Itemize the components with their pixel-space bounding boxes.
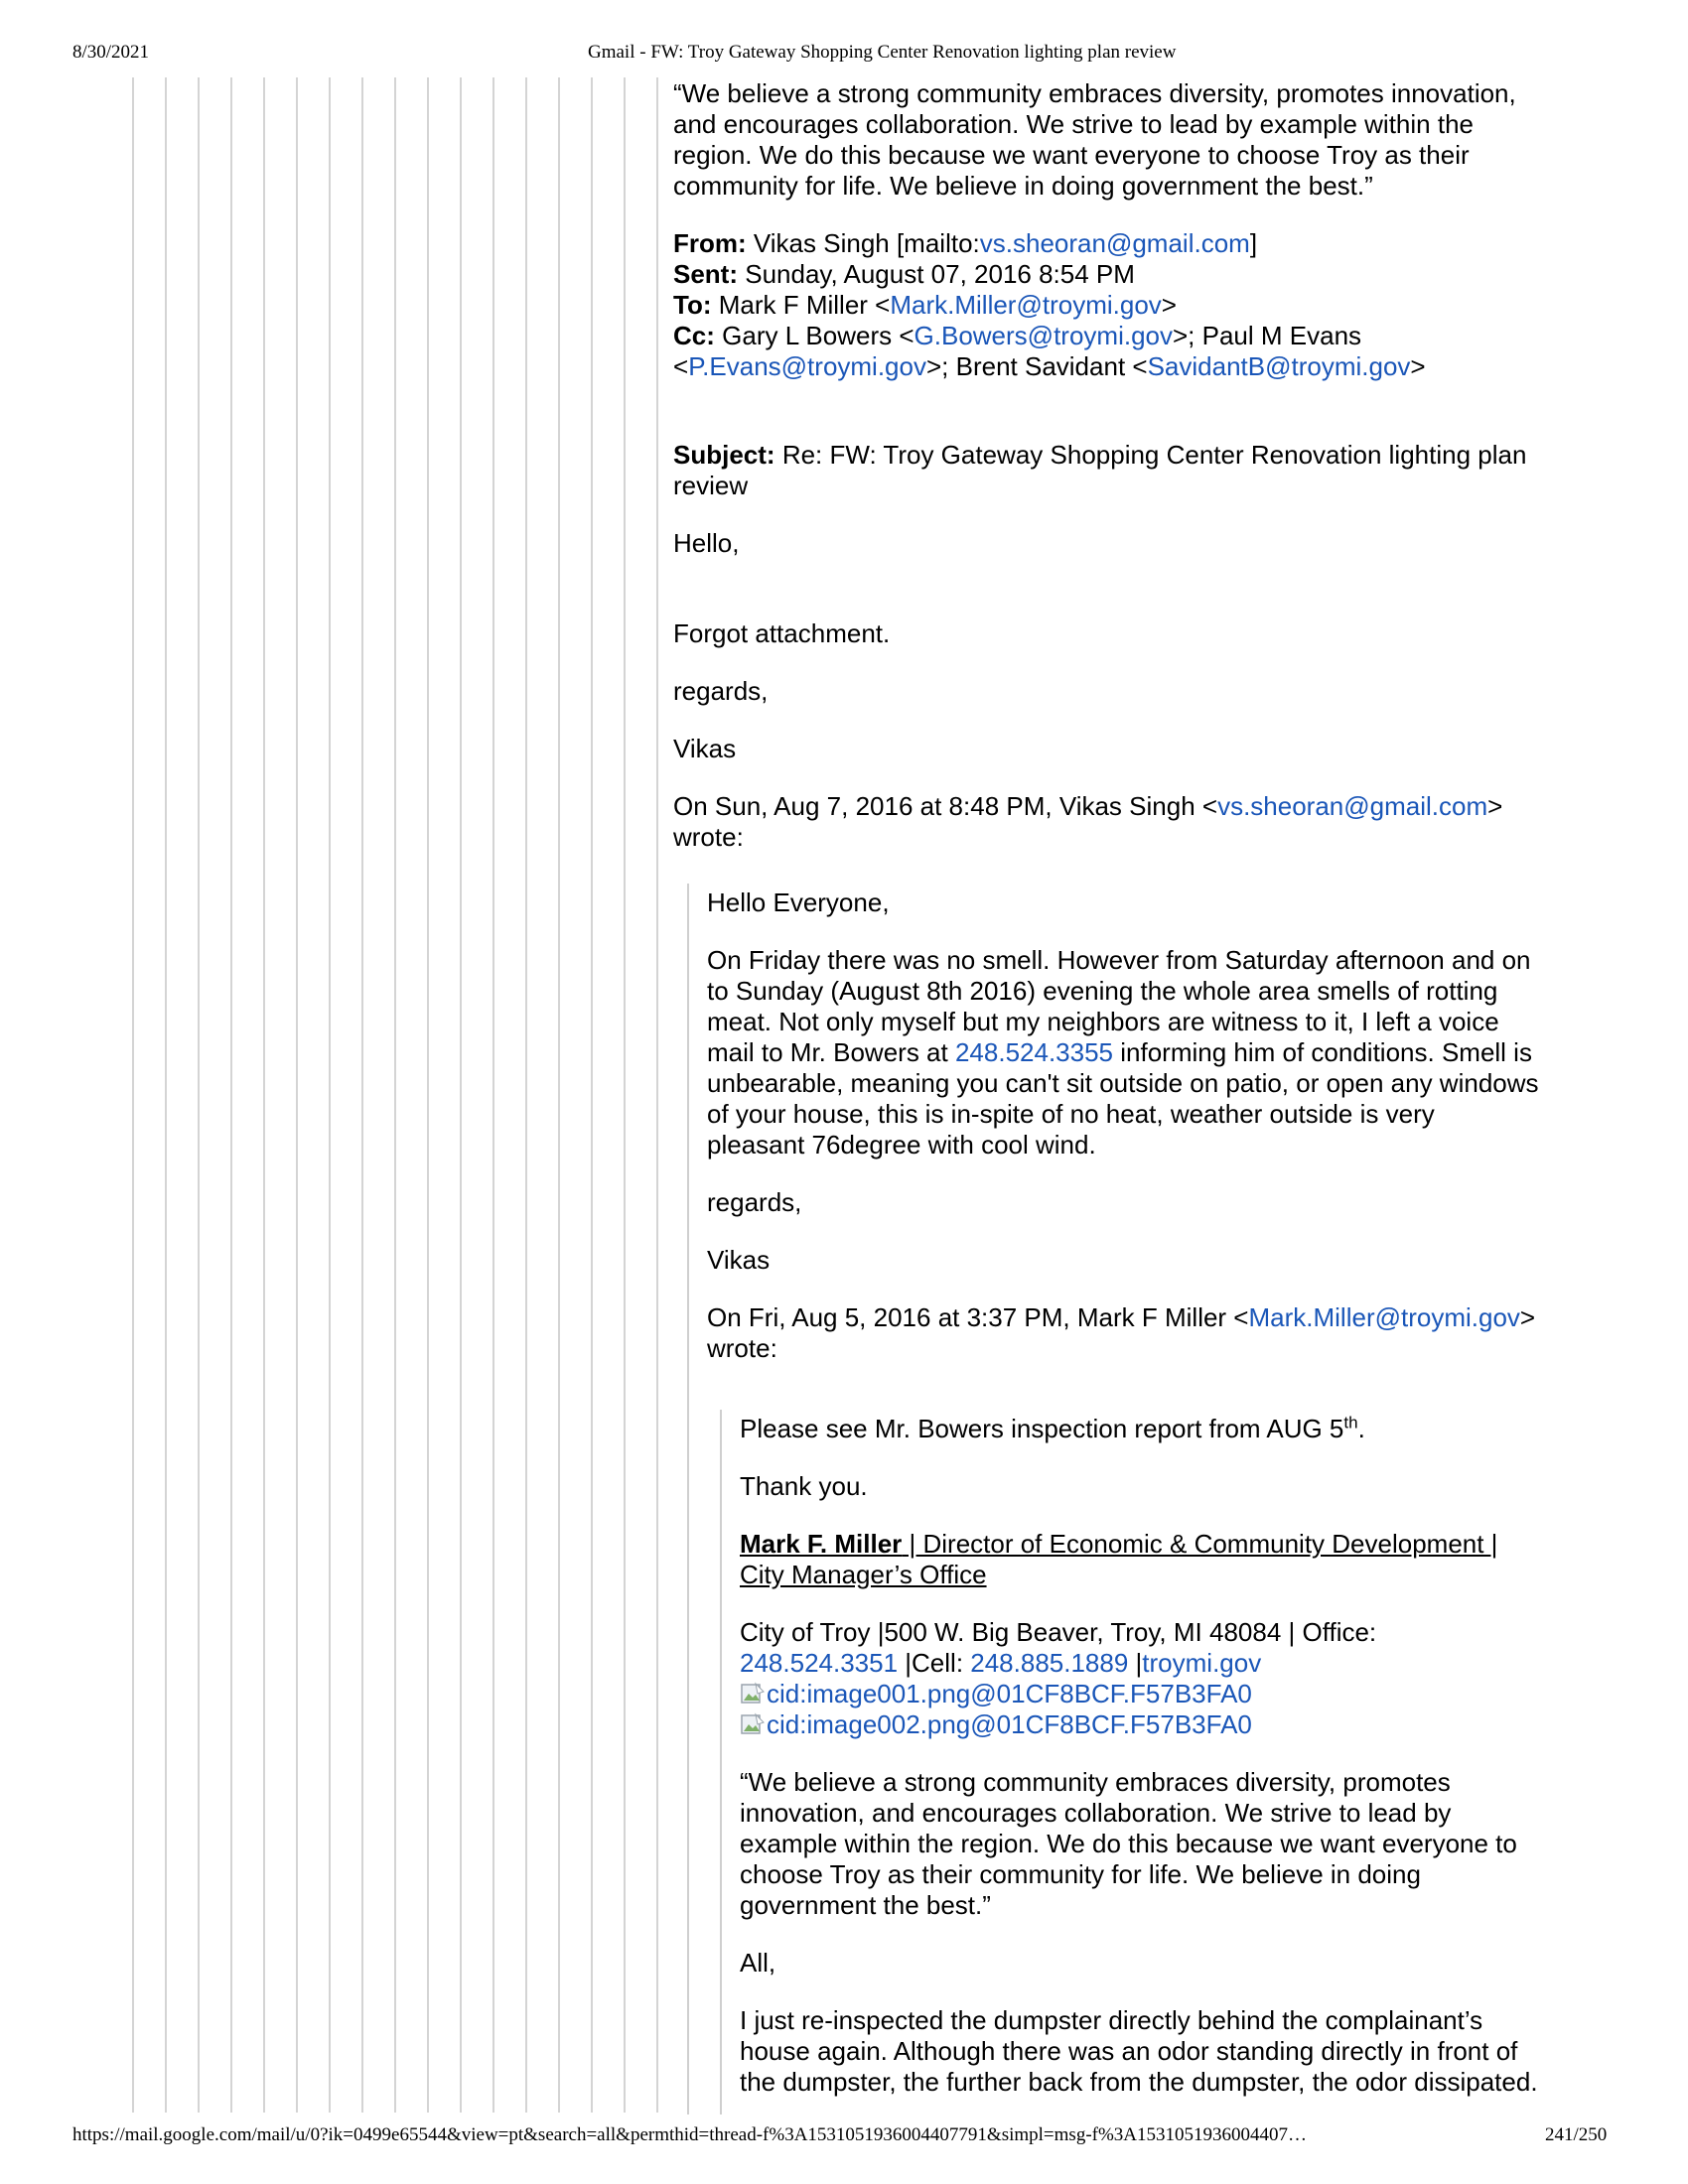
attribution-email-link[interactable]: vs.sheoran@gmail.com xyxy=(1217,791,1488,821)
print-date: 8/30/2021 xyxy=(72,42,150,63)
community-motto: “We believe a strong community embraces diversity, promotes innovation, and encourages collaboration. We strive to lead by example within the region. We do this because we want everyone to choose Troy as their community for life. We believe in doing government the best.” xyxy=(673,78,1516,201)
quote2-see-report: Please see Mr. Bowers inspection report from AUG 5th. xyxy=(740,1413,1365,1443)
to-email-link[interactable]: Mark.Miller@troymi.gov xyxy=(890,290,1162,320)
phone-link-bowers[interactable]: 248.524.3355 xyxy=(954,1037,1114,1067)
email-header-block xyxy=(673,228,1607,382)
inspection-greeting: All, xyxy=(740,1948,776,1978)
from-email-link[interactable]: vs.sheoran@gmail.com xyxy=(979,228,1250,258)
quote1-attribution-email-link[interactable]: Mark.Miller@troymi.gov xyxy=(1248,1302,1520,1332)
reply-regards: regards, xyxy=(673,676,769,706)
cc-email-link-bowers[interactable]: G.Bowers@troymi.gov xyxy=(914,321,1173,350)
quote-bar-level-1 xyxy=(687,884,689,2115)
quote1-regards: regards, xyxy=(707,1187,802,1217)
signature-motto: “We believe a strong community embraces diversity, promotes innovation, and encourages collaboration. We strive to lead by example within the region. We do this because we want everyone to choose Troy as their community for life. We believe in doing government the best.” xyxy=(740,1767,1517,1920)
website-link[interactable]: troymi.gov xyxy=(1142,1648,1262,1678)
quote1-signoff: Vikas xyxy=(707,1245,771,1275)
broken-image-1[interactable]: cid:image001.png@01CF8BCF.F57B3FA0 xyxy=(740,1679,1252,1708)
to-line: To: Mark F Miller <Mark.Miller@troymi.gov> xyxy=(673,290,1177,320)
quote1-greeting: Hello Everyone, xyxy=(707,887,890,917)
page-number: 241/250 xyxy=(1545,2124,1608,2145)
cc-line: Cc: Gary L Bowers <G.Bowers@troymi.gov>; Paul M Evans <P.Evans@troymi.gov>; Brent Savidant <SavidantB@troymi.gov> xyxy=(673,321,1426,381)
message-body xyxy=(673,78,1607,880)
signature-contact: City of Troy |500 W. Big Beaver, Troy, MI 48084 | Office: 248.524.3351 |Cell: 248.885.1889 |troymi.gov cid:image001.png@01CF8BCF.F57B3FA0 cid:image002.png@01CF8BCF.F57B3FA0 xyxy=(740,1617,1377,1739)
print-url: https://mail.google.com/mail/u/0?ik=0499e65544&view=pt&search=all&permthid=thread-f%3A1531051936004407791&simpl=msg-f%3A1531051936004407… xyxy=(72,2124,1308,2145)
reply-attribution: On Sun, Aug 7, 2016 at 8:48 PM, Vikas Singh <vs.sheoran@gmail.com> wrote: xyxy=(673,791,1503,852)
quote1-complaint: On Friday there was no smell. However from Saturday afternoon and on to Sunday (August 8th 2016) evening the whole area smells of rotting meat. Not only myself but my neighbors are witness to it, I left a voice mail to Mr. Bowers at 248.524.3355 informing him of conditions. Smell is unbearable, meaning you can't sit outside on patio, or open any windows of your house, this is in-spite of no heat, weather outside is very pleasant 76degree with cool wind. xyxy=(707,945,1539,1160)
print-title: Gmail - FW: Troy Gateway Shopping Center Renovation lighting plan review xyxy=(588,42,1177,63)
quote-bar-level-2 xyxy=(720,1410,722,2115)
quote2-thanks: Thank you. xyxy=(740,1471,868,1501)
signature-title: Mark F. Miller | Director of Economic & Community Development | City Manager’s Office xyxy=(740,1529,1498,1589)
broken-image-2[interactable]: cid:image002.png@01CF8BCF.F57B3FA0 xyxy=(740,1709,1252,1739)
sent-line: Sent: Sunday, August 07, 2016 8:54 PM xyxy=(673,259,1135,289)
cc-email-link-evans[interactable]: P.Evans@troymi.gov xyxy=(688,351,926,381)
broken-image-icon xyxy=(740,1682,766,1706)
quote1-attribution: On Fri, Aug 5, 2016 at 3:37 PM, Mark F Miller <Mark.Miller@troymi.gov> wrote: xyxy=(707,1302,1536,1363)
subject-line: Subject: Re: FW: Troy Gateway Shopping Center Renovation lighting plan review xyxy=(673,440,1527,500)
reply-greeting: Hello, xyxy=(673,528,740,558)
cc-email-link-savidant[interactable]: SavidantB@troymi.gov xyxy=(1147,351,1411,381)
quoted-message-1 xyxy=(707,887,1601,1391)
inspection-report: I just re-inspected the dumpster directly behind the complainant’s house again. Although there was an odor standing directly in front of the dumpster, the further back from the dumpster, the odor dissipated. xyxy=(740,2005,1538,2097)
broken-image-icon xyxy=(740,1712,766,1736)
reply-forgot-attachment: Forgot attachment. xyxy=(673,618,891,648)
reply-signoff: Vikas xyxy=(673,734,737,763)
quoted-message-2 xyxy=(740,1414,1614,2098)
from-line: From: Vikas Singh [mailto:vs.sheoran@gmail.com] xyxy=(673,228,1258,258)
phone-link-cell[interactable]: 248.885.1889 xyxy=(970,1648,1129,1678)
phone-link-office[interactable]: 248.524.3351 xyxy=(740,1648,899,1678)
